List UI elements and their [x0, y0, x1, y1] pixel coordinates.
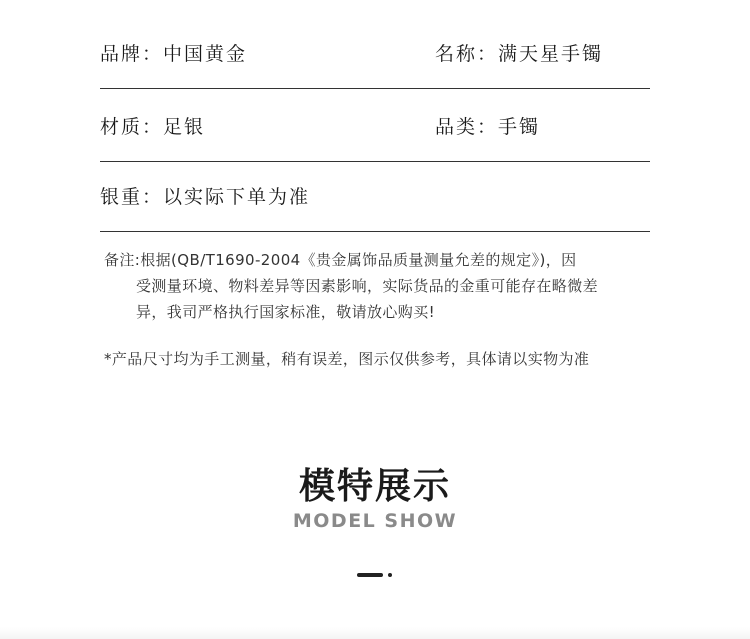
disclaimer-text: *产品尺寸均为手工测量，稍有误差，图示仅供参考，具体请以实物为准	[104, 350, 590, 368]
notes-block	[104, 247, 650, 325]
name-spec: 名称：满天星手镯	[435, 42, 604, 65]
section-title: 模特展示	[298, 466, 451, 507]
divider	[100, 231, 650, 232]
dash-dot	[388, 573, 392, 577]
weight-spec: 银重：以实际下单为准	[100, 185, 311, 208]
notes-line-2: 受测量环境、物料差异等因素影响，实际货品的金重可能存在略微差	[136, 277, 599, 295]
dash-dot-decoration	[357, 573, 397, 577]
notes-line-3: 异，我司严格执行国家标准，敬请放心购买!	[136, 303, 436, 321]
section-subtitle: MODEL SHOW	[292, 510, 458, 532]
bottom-fade	[0, 627, 750, 639]
brand-spec: 品牌：中国黄金	[100, 42, 248, 65]
material-spec: 材质：足银	[100, 115, 206, 138]
dash-bar	[357, 573, 383, 577]
category-spec: 品类：手镯	[435, 115, 541, 138]
spec-row-1	[100, 15, 650, 89]
spec-row-2	[100, 88, 650, 162]
spec-row-3	[100, 158, 650, 232]
notes-line-1: 备注:根据(QB/T1690-2004《贵金属饰品质量测量允差的规定》)，因	[104, 251, 577, 269]
